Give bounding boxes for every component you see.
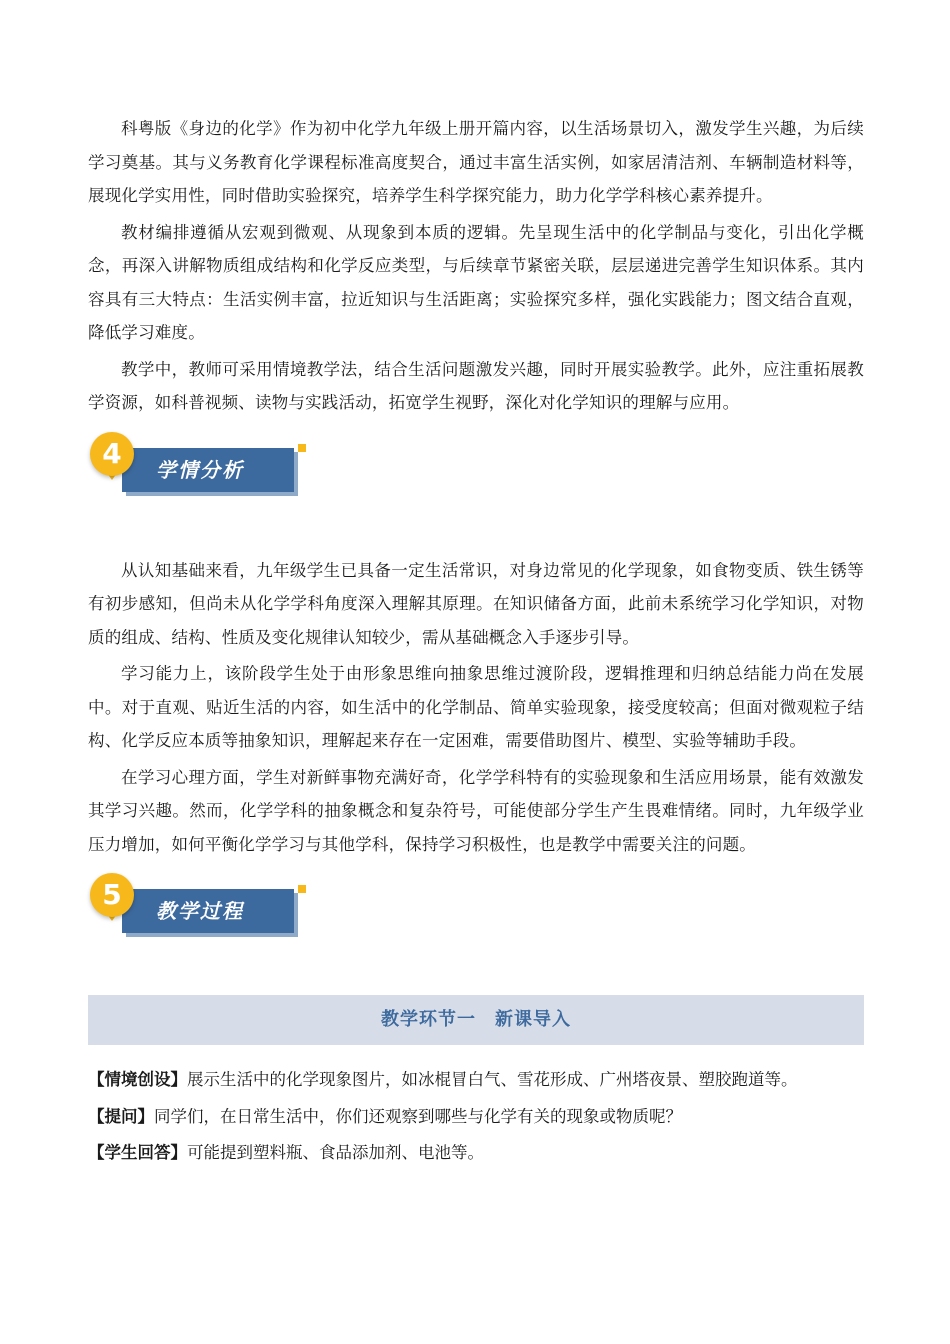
item-text: 可能提到塑料瓶、食品添加剂、电池等。 (187, 1143, 484, 1162)
section-4-title: 学情分析 (156, 457, 244, 482)
item-text: 同学们，在日常生活中，你们还观察到哪些与化学有关的现象或物质呢？ (154, 1106, 682, 1126)
section-4-paragraph-3: 在学习心理方面，学生对新鲜事物充满好奇，化学学科特有的实验现象和生活应用场景，能有效激发其学习兴趣。然而，化学学科的抽象概念和复杂符号，可能使部分学生产生畏难情绪。同时，九年级学业压力增加，如何平衡化学学习与其他学科，保持学习积极性，也是教学中需要关注的问题。 (88, 767, 864, 854)
intro-paragraph-3: 教学中，教师可采用情境教学法，结合生活问题激发兴趣，同时开展实验教学。此外，应注重拓展教学资源，如科普视频、读物与实践活动，拓宽学生视野，深化对化学知识的理解与应用。 (88, 359, 864, 412)
section-4-header (88, 428, 864, 524)
step-1-item (88, 1063, 864, 1097)
intro-paragraph-2: 教材编排遵循从宏观到微观、从现象到本质的逻辑。先呈现生活中的化学制品与变化，引出化学概念，再深入讲解物质组成结构和化学反应类型，与后续章节紧密关联，层层递进完善学生知识体系。其内容具有三大特点：生活实例丰富，拉近知识与生活距离；实验探究多样，强化实践能力；图文结合直观，降低学习难度。 (88, 222, 864, 342)
section-5-title: 教学过程 (156, 899, 244, 923)
item-tag: 【情境创设】 (88, 1070, 187, 1089)
section-4-paragraph-2: 学习能力上，该阶段学生处于由形象思维向抽象思维过渡阶段，逻辑推理和归纳总结能力尚在发展中。对于直观、贴近生活的内容，如生活中的化学制品、简单实验现象，接受度较高；但面对微观粒子结构、化学反应本质等抽象知识，理解起来存在一定困难，需要借助图片、模型、实验等辅助手段。 (88, 664, 864, 750)
accent-square-icon (298, 885, 306, 893)
section-5-number-badge: 5 (90, 873, 134, 917)
section-4-paragraph-1: 从认知基础来看，九年级学生已具备一定生活常识，对身边常见的化学现象，如食物变质、铁生锈等有初步感知，但尚未从化学学科角度深入理解其原理。在知识储备方面，此前未系统学习化学知识，对物质的组成、结构、性质及变化规律认知较少，需从基础概念入手逐步引导。 (88, 560, 864, 647)
intro-paragraph-1: 科粤版《身边的化学》作为初中化学九年级上册开篇内容，以生活场景切入，激发学生兴趣，为后续学习奠基。其与义务教育化学课程标准高度契合，通过丰富生活实例，如家居清洁剂、车辆制造材料等，展现化学实用性，同时借助实验探究，培养学生科学探究能力，助力化学学科核心素养提升。 (88, 119, 864, 205)
section-4-number-badge: 4 (90, 432, 134, 476)
item-tag: 【学生回答】 (88, 1143, 187, 1162)
section-5-title-bar (122, 889, 294, 933)
document-page (88, 112, 864, 1173)
item-tag: 【提问】 (88, 1106, 154, 1126)
step-1-item (88, 1136, 864, 1170)
item-text: 展示生活中的化学现象图片，如冰棍冒白气、雪花形成、广州塔夜景、塑胶跑道等。 (187, 1070, 798, 1089)
step-1-title: 教学环节一 新课导入 (88, 995, 864, 1045)
section-5-header (88, 869, 864, 965)
section-4-title-bar (122, 448, 294, 492)
step-1-item (88, 1100, 864, 1134)
accent-square-icon (298, 444, 306, 452)
